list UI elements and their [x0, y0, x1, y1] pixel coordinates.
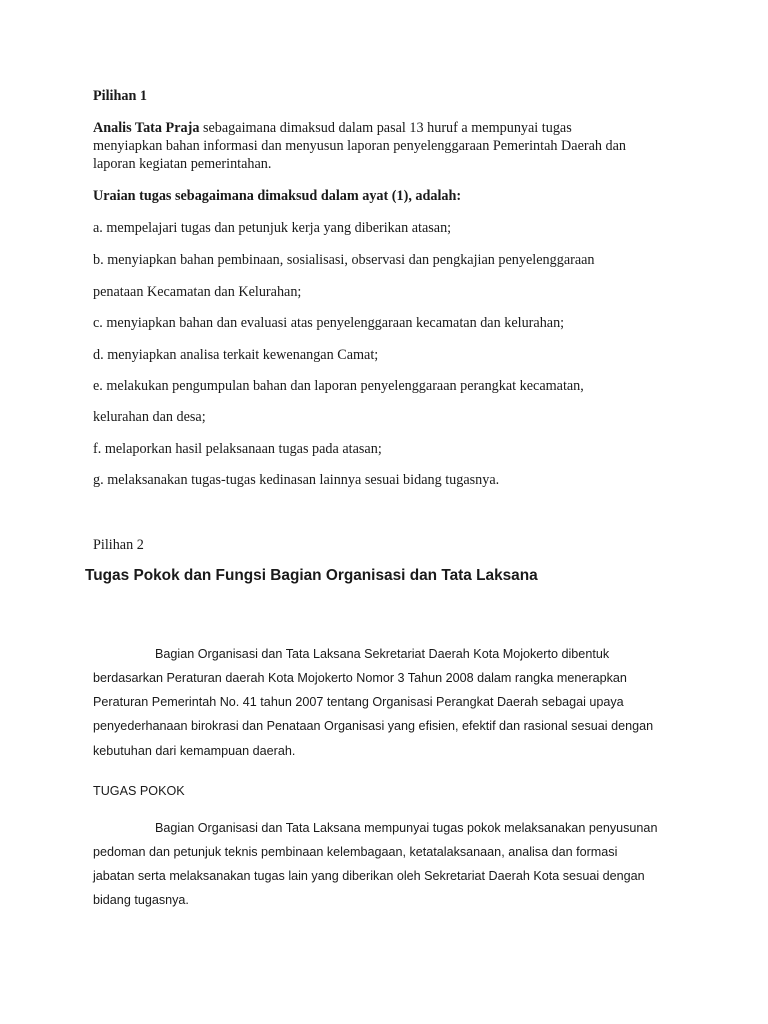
duty-line: b. menyiapkan bahan pembinaan, sosialisasi, observasi dan pengkajian penyelenggaraan — [93, 252, 595, 268]
paragraph-2-line: bidang tugasnya. — [93, 893, 189, 907]
intro-paragraph — [93, 119, 693, 173]
paragraph-1-line: penyederhanaan birokrasi dan Penataan Organisasi yang efisien, efektif dan rasional sesuai dengan — [93, 719, 654, 733]
paragraph-2-line: Bagian Organisasi dan Tata Laksana mempunyai tugas pokok melaksanakan penyusunan — [155, 821, 658, 835]
pilihan-2-title: Pilihan 2 — [93, 537, 144, 553]
intro-line-1-rest: sebagaimana dimaksud dalam pasal 13 huruf a mempunyai tugas — [199, 120, 572, 136]
paragraph-1-line: Peraturan Pemerintah No. 41 tahun 2007 tentang Organisasi Perangkat Daerah sebagai upaya — [93, 695, 624, 709]
paragraph-2-line: jabatan serta melaksanakan tugas lain yang diberikan oleh Sekretariat Daerah Kota sesuai dengan — [93, 869, 645, 883]
duty-line: a. mempelajari tugas dan petunjuk kerja yang diberikan atasan; — [93, 220, 452, 236]
paragraph-1-line: kebutuhan dari kemampuan daerah. — [93, 744, 296, 758]
paragraph-1-line: berdasarkan Peraturan daerah Kota Mojokerto Nomor 3 Tahun 2008 dalam rangka menerapkan — [93, 671, 627, 685]
duties-heading: Uraian tugas sebagaimana dimaksud dalam ayat (1), adalah: — [93, 188, 462, 204]
intro-line-3: laporan kegiatan pemerintahan. — [93, 156, 272, 172]
duty-line: d. menyiapkan analisa terkait kewenangan Camat; — [93, 347, 379, 363]
intro-line-2: menyiapkan bahan informasi dan menyusun laporan penyelenggaraan Pemerintah Daerah dan — [93, 138, 627, 154]
intro-bold-term: Analis Tata Praja — [93, 120, 200, 136]
tugas-pokok-label: TUGAS POKOK — [93, 784, 185, 798]
duty-line: penataan Kecamatan dan Kelurahan; — [93, 284, 302, 300]
intro-line-1 — [93, 119, 693, 137]
duty-line: g. melaksanakan tugas-tugas kedinasan lainnya sesuai bidang tugasnya. — [93, 472, 500, 488]
duty-line: kelurahan dan desa; — [93, 409, 206, 425]
paragraph-2-line: pedoman dan petunjuk teknis pembinaan kelembagaan, ketatalaksanaan, analisa dan formasi — [93, 845, 618, 859]
duty-line: e. melakukan pengumpulan bahan dan laporan penyelenggaraan perangkat kecamatan, — [93, 378, 584, 394]
duty-line: f. melaporkan hasil pelaksanaan tugas pada atasan; — [93, 441, 382, 457]
duty-line: c. menyiapkan bahan dan evaluasi atas penyelenggaraan kecamatan dan kelurahan; — [93, 315, 565, 331]
pilihan-1-title: Pilihan 1 — [93, 88, 148, 104]
paragraph-1-line: Bagian Organisasi dan Tata Laksana Sekretariat Daerah Kota Mojokerto dibentuk — [155, 647, 610, 661]
section-heading: Tugas Pokok dan Fungsi Bagian Organisasi dan Tata Laksana — [85, 567, 538, 584]
